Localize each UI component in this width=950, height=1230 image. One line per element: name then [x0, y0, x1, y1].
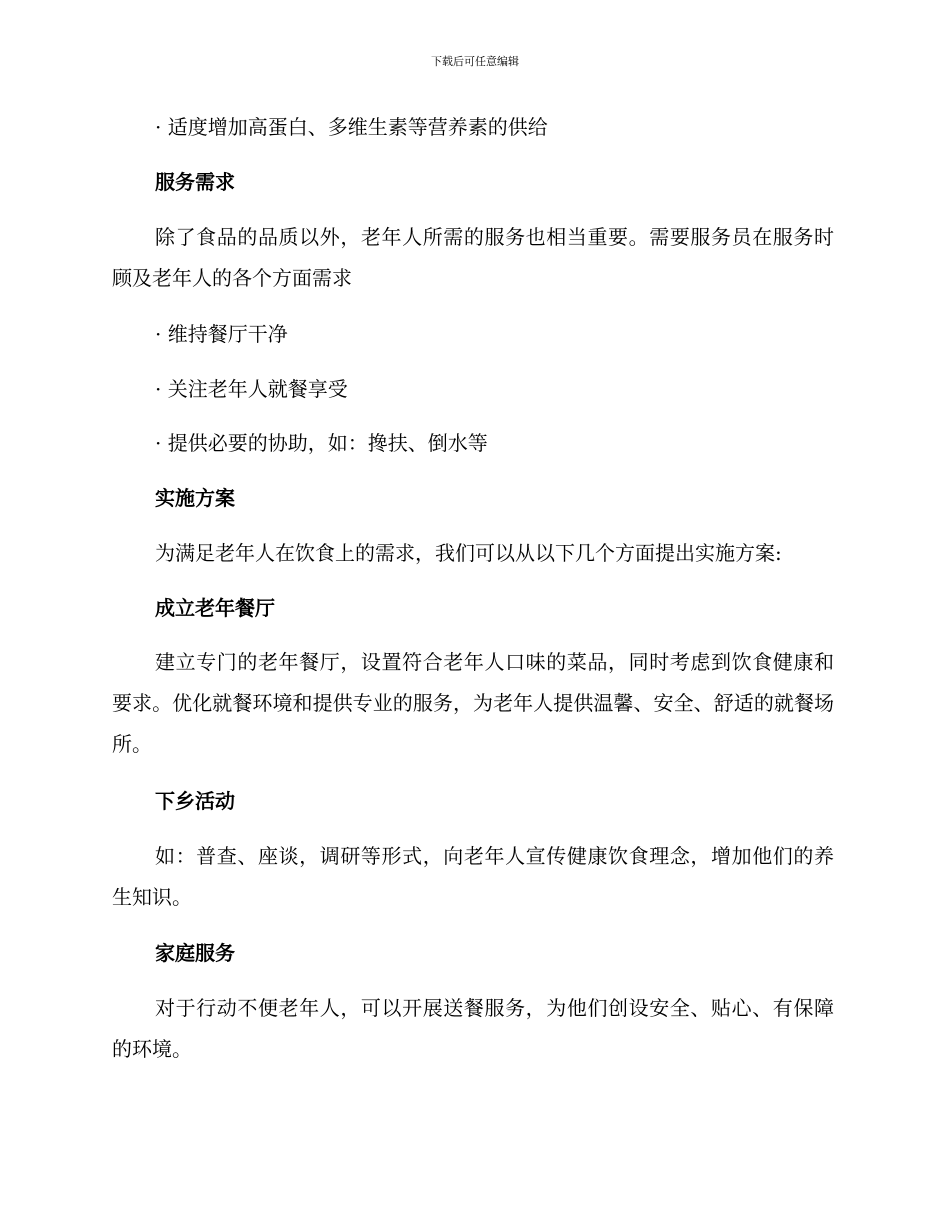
page-header: 下载后可任意编辑 [431, 55, 519, 68]
section-heading-plan: 实施方案 [155, 486, 235, 510]
section-heading-restaurant: 成立老年餐厅 [155, 596, 275, 620]
section-heading-rural: 下乡活动 [155, 789, 235, 813]
bullet-protein: · 适度增加高蛋白、多维生素等营养素的供给 [155, 115, 548, 139]
section-heading-home: 家庭服务 [155, 941, 235, 965]
bullet-assist: · 提供必要的协助，如：搀扶、倒水等 [155, 431, 488, 455]
bullet-enjoy: · 关注老年人就餐享受 [155, 377, 348, 401]
paragraph-home: 对于行动不便老年人，可以开展送餐服务，为他们创设安全、贴心、有保障的环境。 [112, 996, 834, 1061]
section-heading-service: 服务需求 [155, 170, 235, 194]
paragraph-service: 除了食品的品质以外，老年人所需的服务也相当重要。需要服务员在服务时顾及老年人的各个方面需求 [112, 225, 834, 290]
paragraph-plan: 为满足老年人在饮食上的需求，我们可以从以下几个方面提出实施方案: [155, 541, 782, 565]
paragraph-restaurant: 建立专门的老年餐厅，设置符合老年人口味的菜品，同时考虑到饮食健康和要求。优化就餐环境和提供专业的服务，为老年人提供温馨、安全、舒适的就餐场所。 [112, 650, 834, 756]
bullet-clean: · 维持餐厅干净 [155, 322, 288, 346]
paragraph-rural: 如：普查、座谈，调研等形式，向老年人宣传健康饮食理念，增加他们的养生知识。 [112, 844, 834, 909]
